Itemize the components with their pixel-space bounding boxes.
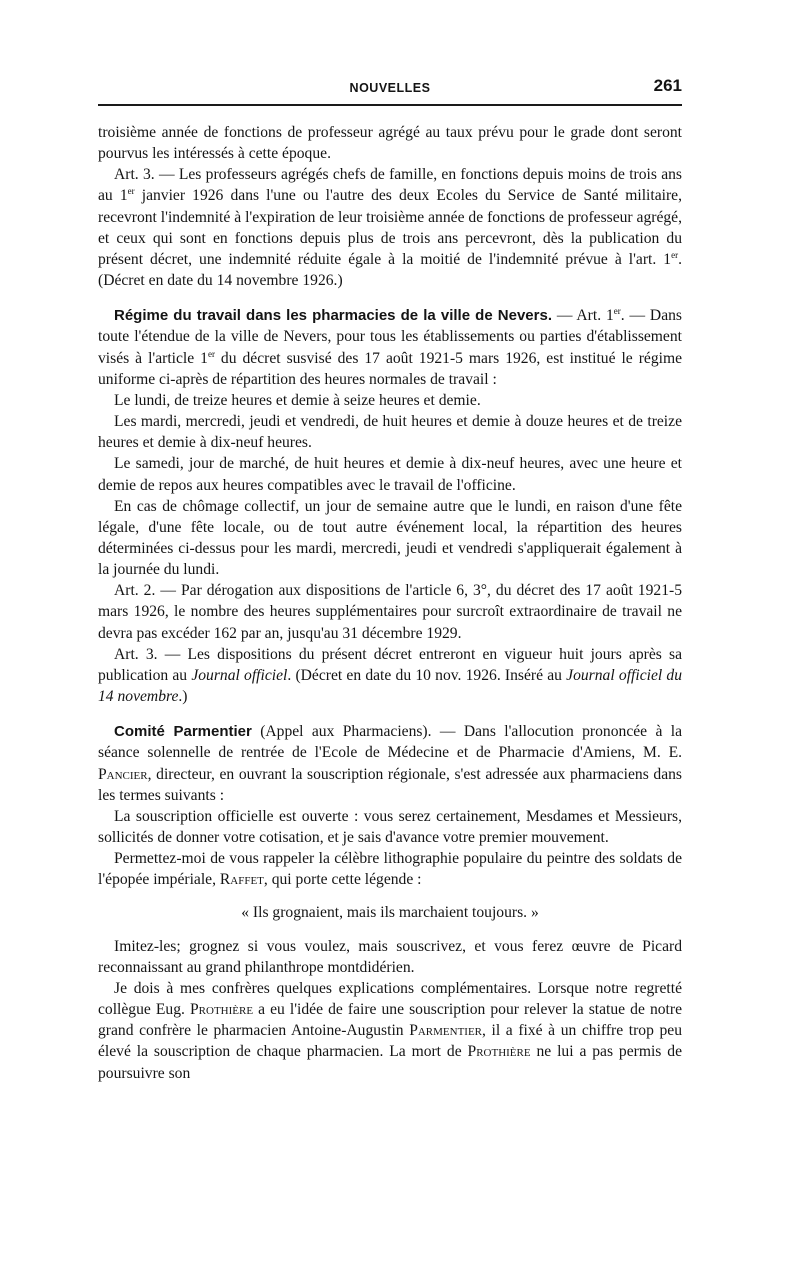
paragraph-art3: Art. 3. — Les dispositions du présent décret entreront en vigueur huit jours après sa publication au Journal officiel. (Décret en date du 10 nov. 1926. Inséré au Journal officiel du 14 novembre.)	[98, 645, 683, 706]
paragraph-permettez: Permettez-moi de vous rappeler la célèbre lithographie populaire du peintre des soldats de l'épopée impériale, Raffet, qui porte cette légende :	[98, 850, 682, 889]
paragraph-chomage: En cas de chômage collectif, un jour de semaine autre que le lundi, en raison d'une fête légale, d'une fête locale, ou de tout autre événement local, la répartition des heures déterminées ci-dessus pour les mardi, mercredi, jeudi et vendredi s'appliquerait également à la journée du lundi.	[98, 497, 682, 579]
running-header	[98, 74, 682, 98]
header-rule	[98, 104, 682, 106]
section-heading-parmentier: Comité Parmentier (Appel aux Pharmaciens). — Dans l'allocution prononcée à la séance solennelle de rentrée de l'Ecole de Médecine et de Pharmacie d'Amiens, M. E. Pancier, directeur, en ouvrant la souscription régionale, s'est adressée aux pharmaciens dans les termes suivants :	[98, 723, 682, 804]
paragraph-lundi: Le lundi, de treize heures et demie à seize heures et demie.	[114, 391, 481, 409]
section-title: Comité Parmentier	[114, 723, 252, 741]
paragraph-imitez: Imitez-les; grognez si vous voulez, mais souscrivez, et vous ferez œuvre de Picard reconnaissant au grand philanthrope montdidérien.	[98, 937, 682, 976]
paragraph-samedi: Le samedi, jour de marché, de huit heures et demie à dix-neuf heures, avec une heure et demie de repos aux heures compatibles avec le travail de l'officine.	[98, 455, 682, 494]
section-title: Régime du travail dans les pharmacies de la ville de Nevers.	[114, 307, 552, 325]
page-number: 261	[653, 76, 682, 95]
quote-raffet: « Ils grognaient, mais ils marchaient toujours. »	[241, 904, 539, 922]
page	[98, 74, 682, 1084]
paragraph-souscription: La souscription officielle est ouverte : vous serez certainement, Mesdames et Messieurs, sollicités de donner votre cotisation, et je sais d'avance votre premier mouvement.	[98, 807, 682, 846]
running-title: NOUVELLES	[349, 81, 431, 95]
paragraph-continuation: troisième année de fonctions de professeur agrégé au taux prévu pour le grade dont seront pourvus les intéressés à cette époque.	[98, 124, 682, 163]
article-body	[98, 122, 682, 1084]
paragraph-je-dois: Je dois à mes confrères quelques explications complémentaires. Lorsque notre regretté collègue Eug. Prothière a eu l'idée de faire une souscription pour relever la statue de notre grand confrère le pharmacien Antoine-Augustin Parmentier, il a fixé à un chiffre trop peu élevé la souscription de chaque pharmacien. La mort de Prothière ne lui a pas permis de poursuivre son	[98, 979, 682, 1082]
paragraph-mardi: Les mardi, mercredi, jeudi et vendredi, de huit heures et demie à douze heures et de treize heures et demie à dix-neuf heures.	[98, 413, 682, 452]
paragraph-art2: Art. 2. — Par dérogation aux dispositions de l'article 6, 3°, du décret des 17 août 1921-5 mars 1926, le nombre des heures supplémentaires pour surcroît extraordinaire de travail ne devra pas excéder 162 par an, jusqu'au 31 décembre 1929.	[98, 582, 682, 642]
section-heading-nevers: Régime du travail dans les pharmacies de la ville de Nevers. — Art. 1er. — Dans toute l'étendue de la ville de Nevers, pour tous les établissements ou parties d'établissement visés à l'article 1er du décret susvisé des 17 août 1921-5 mars 1926, est institué le régime uniforme ci-après de répartition des heures normales de travail :	[98, 306, 683, 388]
paragraph-art3-professeurs: Art. 3. — Les professeurs agrégés chefs de famille, en fonctions depuis moins de trois ans au 1er janvier 1926 dans l'une ou l'autre des deux Ecoles du Service de Santé militaire, recevront l'indemnité à l'expiration de leur troisième année de fonctions de professeur agrégé, et ceux qui sont en fonctions depuis plus de trois ans percevront, dès la publication du présent décret, une indemnité réduite égale à la moitié de l'indemnité prévue à l'art. 1er. (Décret en date du 14 novembre 1926.)	[98, 166, 682, 290]
